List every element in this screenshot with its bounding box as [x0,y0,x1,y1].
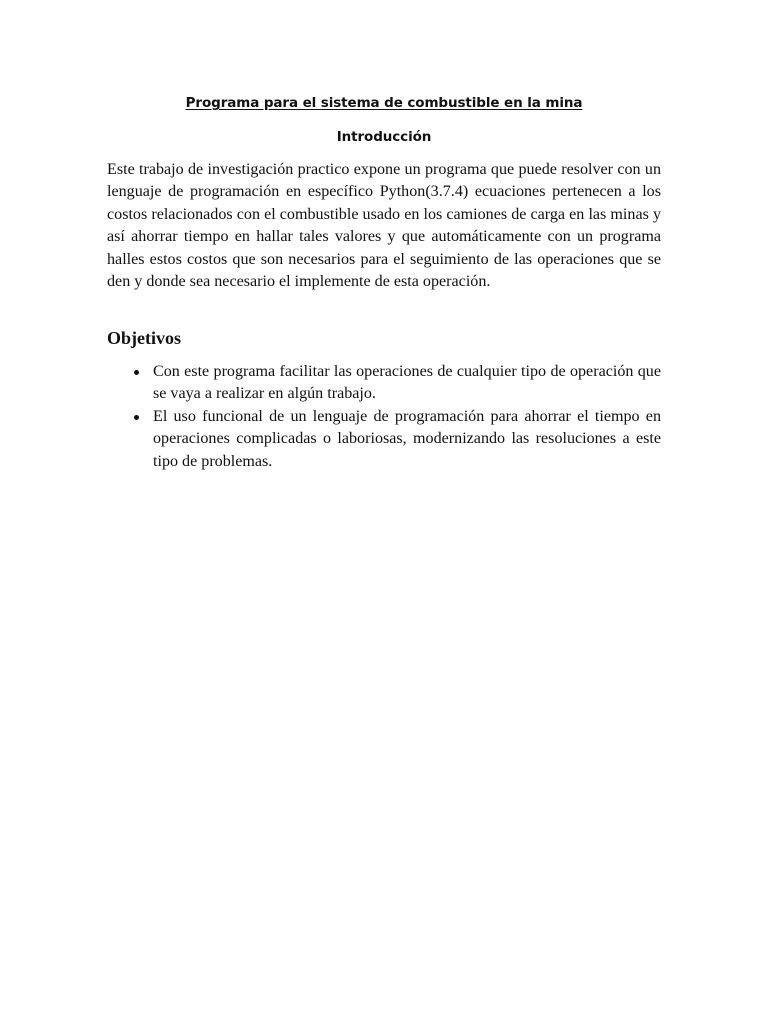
introduction-paragraph: Este trabajo de investigación practico expone un programa que puede resolver con un lenguaje de programación en específico Python(3.7.4) ecuaciones pertenecen a los costos relacionados con el combustible usado en los camiones de carga en las minas y así ahorrar tiempo en hallar tales valores y que automáticamente con un programa halles estos costos que son necesarios para el seguimiento de las operaciones que se den y donde sea necesario el implemente de esta operación. [107,161,661,291]
bullet-icon [134,370,139,375]
document-title: Programa para el sistema de combustible en la mina [185,95,583,111]
list-item [107,406,661,473]
list-item [107,361,661,406]
objectives-list [107,361,661,473]
objective-text: El uso funcional de un lenguaje de programación para ahorrar el tiempo en operaciones complicadas o laboriosas, modernizando las resoluciones a este tipo de problemas. [153,407,661,470]
introduction-heading: Introducción [336,129,432,145]
objective-text: Con este programa facilitar las operaciones de cualquier tipo de operación que se vaya a realizar en algún trabajo. [153,363,661,403]
objectives-heading: Objetivos [107,328,181,348]
bullet-icon [134,415,139,420]
